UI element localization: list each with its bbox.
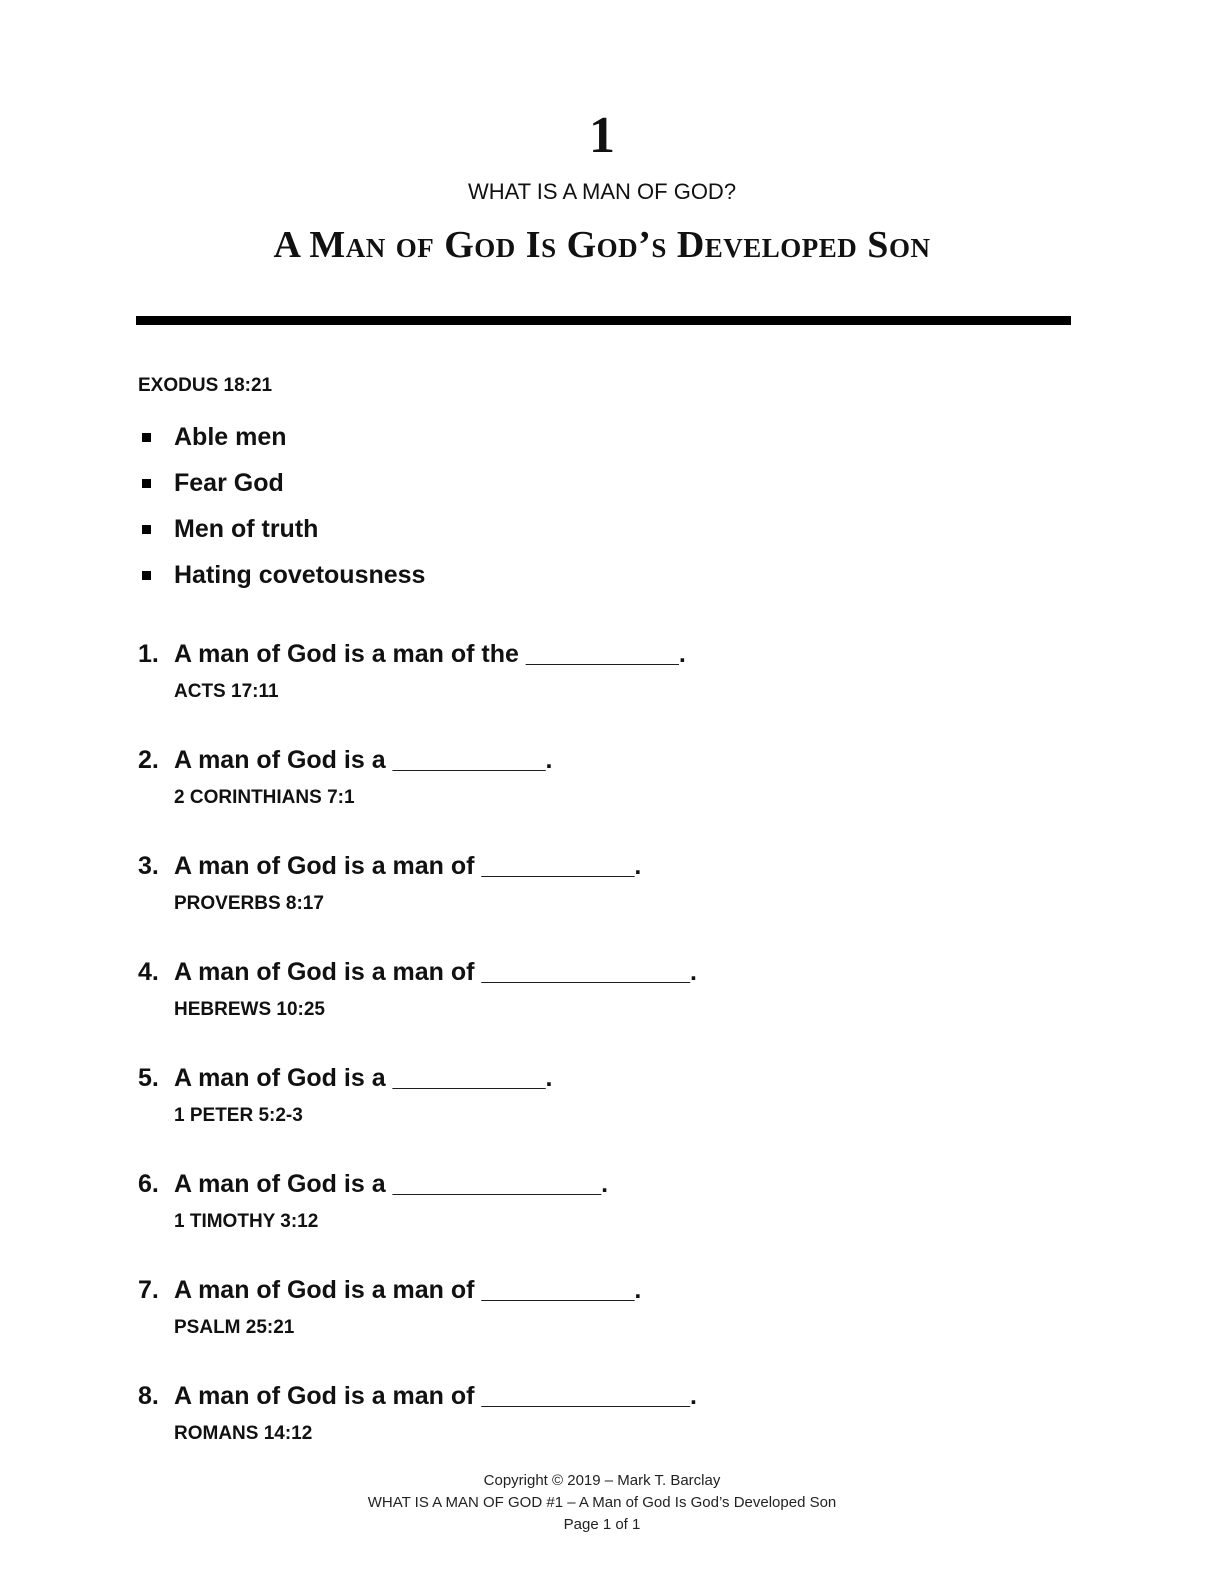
bullet-text: Fear God bbox=[174, 468, 284, 497]
question-scripture-reference: HEBREWS 10:25 bbox=[174, 999, 325, 1020]
question-number: 8. bbox=[138, 1382, 159, 1410]
bullet-text: Hating covetousness bbox=[174, 560, 426, 589]
question-item bbox=[138, 1272, 1038, 1378]
bullet-item bbox=[138, 506, 425, 552]
question-scripture-reference: 1 PETER 5:2-3 bbox=[174, 1105, 303, 1126]
question-text: A man of God is a man of bbox=[174, 1276, 475, 1304]
question-end: . bbox=[690, 1382, 697, 1410]
page-footer bbox=[0, 1470, 1204, 1536]
question-number: 3. bbox=[138, 852, 159, 880]
question-number: 6. bbox=[138, 1170, 159, 1198]
question-text: A man of God is a man of bbox=[174, 1382, 475, 1410]
question-text: A man of God is a bbox=[174, 746, 386, 774]
lesson-title: A Man of God Is God’s Developed Son bbox=[273, 224, 931, 266]
question-line bbox=[138, 954, 1038, 990]
question-end: . bbox=[634, 1276, 642, 1304]
answer-blank: ___________ bbox=[392, 746, 546, 774]
question-text: A man of God is a man of bbox=[174, 852, 475, 880]
question-item bbox=[138, 848, 1038, 954]
question-scripture-reference: PROVERBS 8:17 bbox=[174, 893, 324, 914]
bullet-text: Men of truth bbox=[174, 514, 319, 543]
question-end: . bbox=[690, 958, 697, 986]
question-line bbox=[138, 1166, 1038, 1202]
footer-page-indicator: Page 1 of 1 bbox=[563, 1516, 641, 1533]
footer-copyright: Copyright © 2019 – Mark T. Barclay bbox=[483, 1472, 721, 1489]
question-scripture-reference: PSALM 25:21 bbox=[174, 1317, 295, 1338]
series-title: WHAT IS A MAN OF GOD? bbox=[467, 179, 737, 204]
question-item bbox=[138, 636, 1038, 742]
square-bullet-icon bbox=[142, 571, 151, 580]
question-item bbox=[138, 742, 1038, 848]
question-scripture-reference: ROMANS 14:12 bbox=[174, 1423, 313, 1444]
question-text: A man of God is a man of bbox=[174, 958, 475, 986]
footer-document-title: WHAT IS A MAN OF GOD #1 – A Man of God Is God’s Developed Son bbox=[367, 1494, 837, 1511]
question-number: 2. bbox=[138, 746, 159, 774]
question-line bbox=[138, 636, 1038, 672]
bullet-item bbox=[138, 460, 425, 506]
question-end: . bbox=[545, 1064, 553, 1092]
square-bullet-icon bbox=[142, 525, 151, 534]
question-line bbox=[138, 848, 1038, 884]
question-text: A man of God is a bbox=[174, 1170, 386, 1198]
answer-blank: ___________ bbox=[392, 1064, 546, 1092]
question-number: 7. bbox=[138, 1276, 159, 1304]
question-number: 5. bbox=[138, 1064, 159, 1092]
question-scripture-reference: 2 CORINTHIANS 7:1 bbox=[174, 787, 355, 808]
question-line bbox=[138, 1060, 1038, 1096]
question-text: A man of God is a bbox=[174, 1064, 386, 1092]
lesson-number: 1 bbox=[589, 107, 615, 164]
question-item bbox=[138, 1166, 1038, 1272]
question-end: . bbox=[545, 746, 553, 774]
question-scripture-reference: ACTS 17:11 bbox=[174, 681, 279, 702]
intro-bullet-list bbox=[138, 414, 425, 598]
bullet-item bbox=[138, 414, 425, 460]
answer-blank: _______________ bbox=[481, 958, 691, 986]
question-number: 1. bbox=[138, 640, 159, 668]
bullet-item bbox=[138, 552, 425, 598]
question-end: . bbox=[634, 852, 642, 880]
question-end: . bbox=[601, 1170, 609, 1198]
answer-blank: _______________ bbox=[481, 1382, 691, 1410]
question-end: . bbox=[678, 640, 686, 668]
answer-blank: _______________ bbox=[392, 1170, 602, 1198]
question-item bbox=[138, 954, 1038, 1060]
question-line bbox=[138, 742, 1038, 778]
answer-blank: ___________ bbox=[481, 1276, 635, 1304]
question-item bbox=[138, 1060, 1038, 1166]
question-number: 4. bbox=[138, 958, 159, 986]
title-divider bbox=[136, 316, 1071, 325]
bullet-text: Able men bbox=[174, 422, 287, 451]
question-line bbox=[138, 1272, 1038, 1308]
answer-blank: ___________ bbox=[481, 852, 635, 880]
question-item bbox=[138, 1378, 1038, 1484]
question-line bbox=[138, 1378, 1038, 1414]
intro-scripture-reference: EXODUS 18:21 bbox=[138, 375, 273, 396]
square-bullet-icon bbox=[142, 479, 151, 488]
question-text: A man of God is a man of the bbox=[174, 640, 519, 668]
answer-blank: ___________ bbox=[525, 640, 679, 668]
question-scripture-reference: 1 TIMOTHY 3:12 bbox=[174, 1211, 319, 1232]
square-bullet-icon bbox=[142, 433, 151, 442]
question-list bbox=[138, 636, 1038, 1484]
